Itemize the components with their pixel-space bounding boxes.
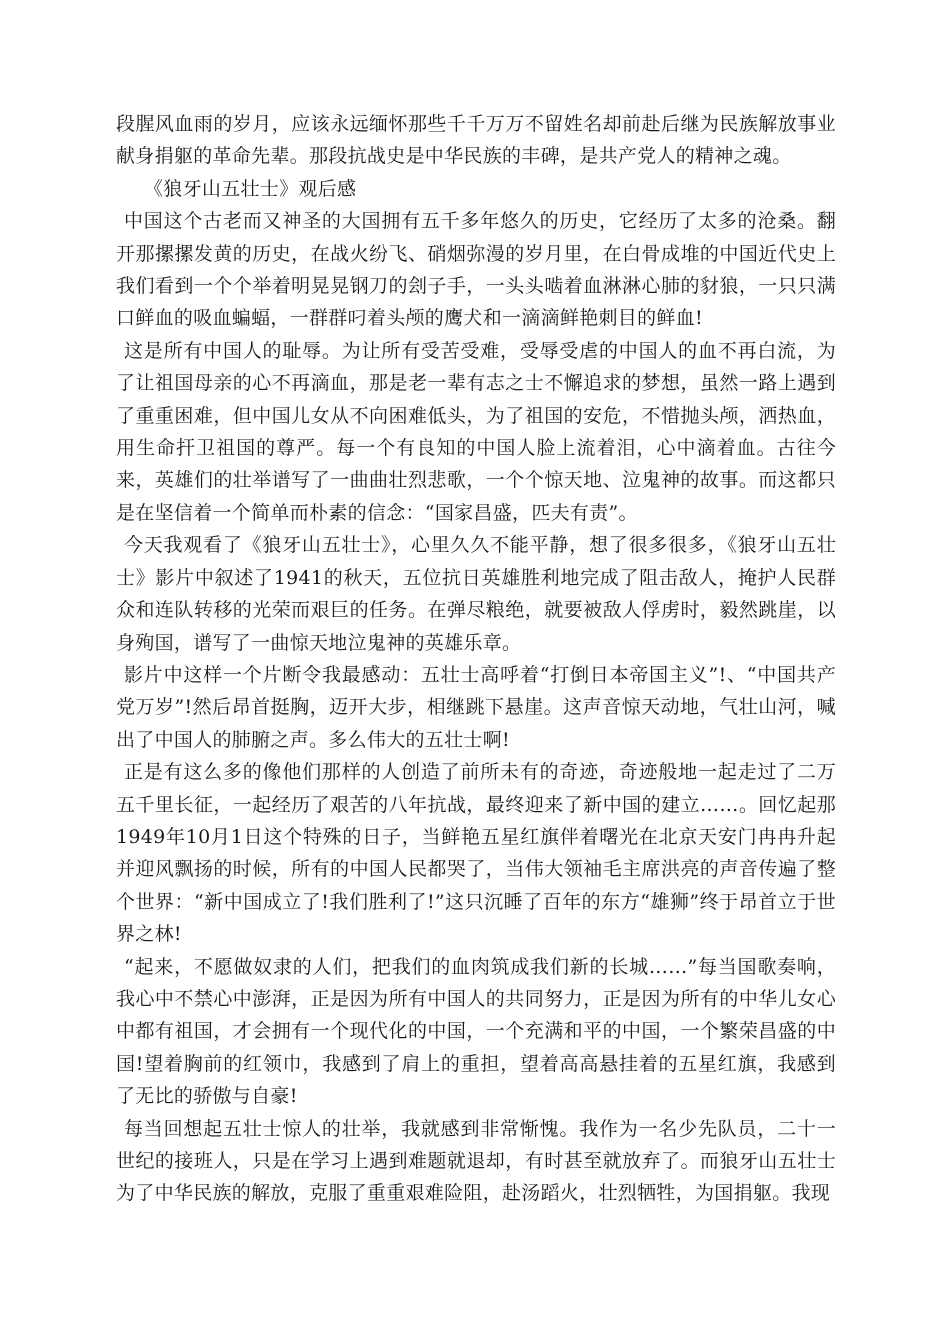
document-body bbox=[116, 108, 836, 1210]
essay-title: 《狼牙山五壮士》观后感 bbox=[144, 177, 357, 200]
paragraph: 这是所有中国人的耻辱。为让所有受苦受难，受辱受虐的中国人的血不再白流，为了让祖国母亲的心不再滴血，那是老一辈有志之士不懈追求的梦想，虽然一路上遇到了重重困难，但中国儿女从不向困难低头，为了祖国的安危，不惜抛头颅，洒热血，用生命扞卫祖国的尊严。每一个有良知的中国人脸上流着泪，心中滴着血。古往今来，英雄们的壮举谱写了一曲曲壮烈悲歌，一个个惊天地、泣鬼神的故事。而这都只是在坚信着一个简单而朴素的信念：“国家昌盛，匹夫有责”。 bbox=[116, 339, 836, 524]
paragraph: 今天我观看了《狼牙山五壮士》，心里久久不能平静，想了很多很多，《狼牙山五壮士》影片中叙述了1941的秋天，五位抗日英雄胜利地完成了阻击敌人，掩护人民群众和连队转移的光荣而艰巨的任务。在弹尽粮绝，就要被敌人俘虏时，毅然跳崖，以身殉国，谱写了一曲惊天地泣鬼神的英雄乐章。 bbox=[116, 534, 836, 654]
paragraph: 每当回想起五壮士惊人的壮举，我就感到非常惭愧。我作为一名少先队员，二十一世纪的接班人，只是在学习上遇到难题就退却，有时甚至就放弃了。而狼牙山五壮士为了中华民族的解放，克服了重重艰难险阻，赴汤蹈火，壮烈牺牲，为国捐躯。我现 bbox=[116, 1117, 836, 1205]
paragraph: “起来，不愿做奴隶的人们，把我们的血肉筑成我们新的长城……”每当国歌奏响，我心中不禁心中澎湃，正是因为所有中国人的共同努力，正是因为所有的中华儿女心中都有祖国，才会拥有一个现代化的中国，一个充满和平的中国，一个繁荣昌盛的中国!望着胸前的红领巾，我感到了肩上的重担，望着高高悬挂着的五星红旗，我感到了无比的骄傲与自豪! bbox=[116, 955, 836, 1108]
paragraph: 中国这个古老而又神圣的大国拥有五千多年悠久的历史，它经历了太多的沧桑。翻开那摞摞发黄的历史，在战火纷飞、硝烟弥漫的岁月里，在白骨成堆的中国近代史上我们看到一个个举着明晃晃钢刀的刽子手，一头头啮着血淋淋心肺的豺狼，一只只满口鲜血的吸血蝙蝠，一群群叼着头颅的鹰犬和一滴滴鲜艳刺目的鲜血! bbox=[116, 210, 836, 330]
paragraph-continuation: 段腥风血雨的岁月，应该永远缅怀那些千千万万不留姓名却前赴后继为民族解放事业献身捐躯的革命先辈。那段抗战史是中华民族的丰碑，是共产党人的精神之魂。 bbox=[116, 113, 836, 168]
paragraph: 正是有这么多的像他们那样的人创造了前所未有的奇迹，奇迹般地一起走过了二万五千里长征，一起经历了艰苦的八年抗战，最终迎来了新中国的建立……。回忆起那1949年10月1日这个特殊的日子，当鲜艳五星红旗伴着曙光在北京天安门冉冉升起并迎风飘扬的时候，所有的中国人民都哭了，当伟大领袖毛主席洪亮的声音传遍了整个世界：“新中国成立了!我们胜利了!”这只沉睡了百年的东方“雄狮”终于昂首立于世界之林! bbox=[116, 761, 836, 946]
paragraph: 影片中这样一个片断令我最感动：五壮士高呼着“打倒日本帝国主义”!、“中国共产党万岁”!然后昂首挺胸，迈开大步，相继跳下悬崖。这声音惊天动地，气壮山河，喊出了中国人的肺腑之声。多么伟大的五壮士啊! bbox=[116, 663, 836, 751]
